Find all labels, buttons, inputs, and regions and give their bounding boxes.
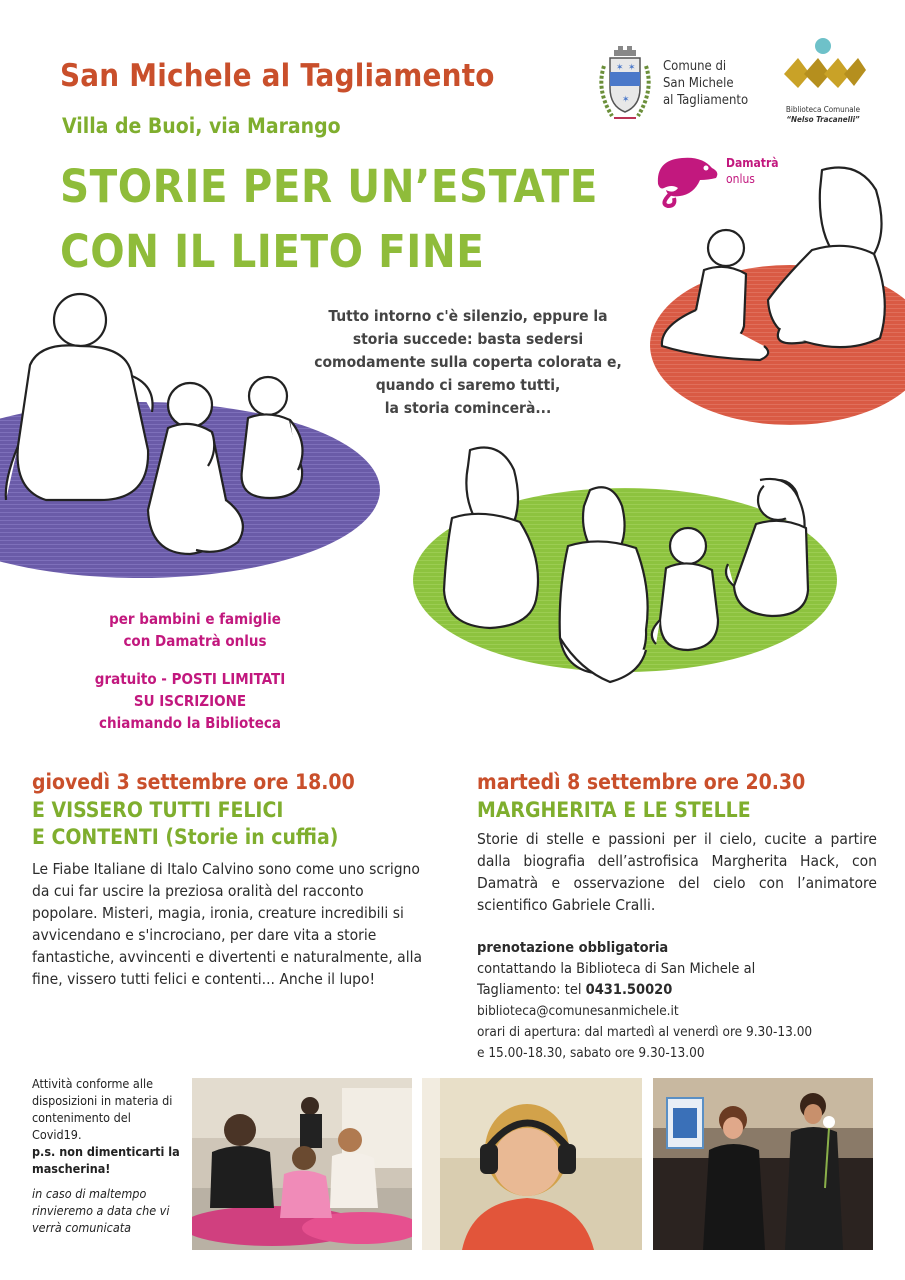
covid-note: Attività conforme alle disposizioni in materia di contenimento del Covid19. xyxy=(32,1076,173,1142)
damatra-name: Damatrà xyxy=(726,156,779,170)
intro-line1: Tutto intorno c'è silenzio, eppure la xyxy=(328,307,608,325)
registration-line3: chiamando la Biblioteca xyxy=(99,714,281,732)
photo-performers-show xyxy=(653,1078,873,1250)
booking-line2: Tagliamento: tel xyxy=(477,982,582,998)
biblioteca-line2: “Nelso Tracanelli” xyxy=(786,115,860,124)
town-heading: San Michele al Tagliamento xyxy=(60,58,495,94)
booking-heading: prenotazione obbligatoria xyxy=(477,940,669,956)
booking-hours2: e 15.00-18.30, sabato ore 9.30-13.00 xyxy=(477,1045,705,1061)
intro-line4: quando ci saremo tutti, xyxy=(375,376,561,394)
photo-storytelling-session xyxy=(192,1078,412,1250)
comune-line2: San Michele xyxy=(663,76,734,91)
venue-subheading: Villa de Buoi, via Marango xyxy=(62,114,341,138)
notes-column xyxy=(32,1075,182,1236)
registration-line1: gratuito - POSTI LIMITATI xyxy=(94,670,286,688)
event2-description: Storie di stelle e passioni per il cielo, cucite a partire dalla biografia dell’astrofisica Margherita Hack, con Damatrà e osservazione del cielo con l’animatore scientifico Gabriele Cralli. xyxy=(477,830,877,914)
event1-date: giovedì 3 settembre ore 18.00 xyxy=(32,770,355,794)
svg-text:✶: ✶ xyxy=(616,63,624,73)
poster-title-line2: CON IL LIETO FINE xyxy=(60,225,485,278)
biblioteca-label xyxy=(768,105,878,125)
event1-title-line2: E CONTENTI xyxy=(32,825,159,849)
event1-title-sub: (Storie in cuffia) xyxy=(165,825,339,849)
event2-date: martedì 8 settembre ore 20.30 xyxy=(477,770,806,794)
comune-label xyxy=(663,58,748,109)
mask-note: p.s. non dimenticarti la mascherina! xyxy=(32,1144,180,1176)
registration-note xyxy=(70,668,310,734)
booking-hours1: orari di apertura: dal martedì al venerdì ore 9.30-13.00 xyxy=(477,1024,813,1040)
audience-line1: per bambini e famiglie xyxy=(109,610,281,628)
intro-line5: la storia comincerà... xyxy=(384,399,552,417)
svg-text:✶: ✶ xyxy=(622,95,630,105)
booking-email[interactable]: biblioteca@comunesanmichele.it xyxy=(477,1003,679,1019)
event2-title: MARGHERITA E LE STELLE xyxy=(477,798,751,822)
poster-title-line1: STORIE PER UN’ESTATE xyxy=(60,160,598,213)
audience-note xyxy=(90,608,300,652)
intro-paragraph xyxy=(300,305,636,420)
intro-line2: storia succede: basta sedersi xyxy=(352,330,584,348)
comune-line1: Comune di xyxy=(663,59,727,74)
audience-line2: con Damatrà onlus xyxy=(123,632,267,650)
booking-phone[interactable]: 0431.50020 xyxy=(585,982,673,998)
booking-info xyxy=(477,938,877,1064)
svg-text:✶: ✶ xyxy=(628,63,636,73)
event1-title xyxy=(32,797,338,851)
comune-line3: al Tagliamento xyxy=(663,93,749,108)
comune-crest-icon xyxy=(592,44,658,132)
event1-title-line1: E VISSERO TUTTI FELICI xyxy=(32,798,284,822)
booking-line1: contattando la Biblioteca di San Michele al xyxy=(477,961,756,977)
biblioteca-logo-icon xyxy=(780,36,870,102)
intro-line3: comodamente sulla coperta colorata e, xyxy=(314,353,622,371)
photo-child-headphones xyxy=(422,1078,642,1250)
event1-description: Le Fiabe Italiane di Italo Calvino sono come uno scrigno da cui far uscire la preziosa oralità del racconto popolare. Misteri, magia, ironia, creature incredibili si avvicendano e s'incrociano, per dare vita a storie fantastiche, avvincenti e divertenti e naturalmente, alla fine, vissero tutti felici e contenti... Anche il lupo! xyxy=(32,860,423,988)
biblioteca-line1: Biblioteca Comunale xyxy=(785,105,861,114)
weather-note: in caso di maltempo rinvieremo a data che vi verrà comunicata xyxy=(32,1186,170,1235)
registration-line2: SU ISCRIZIONE xyxy=(133,692,247,710)
damatra-suffix: onlus xyxy=(726,172,755,186)
